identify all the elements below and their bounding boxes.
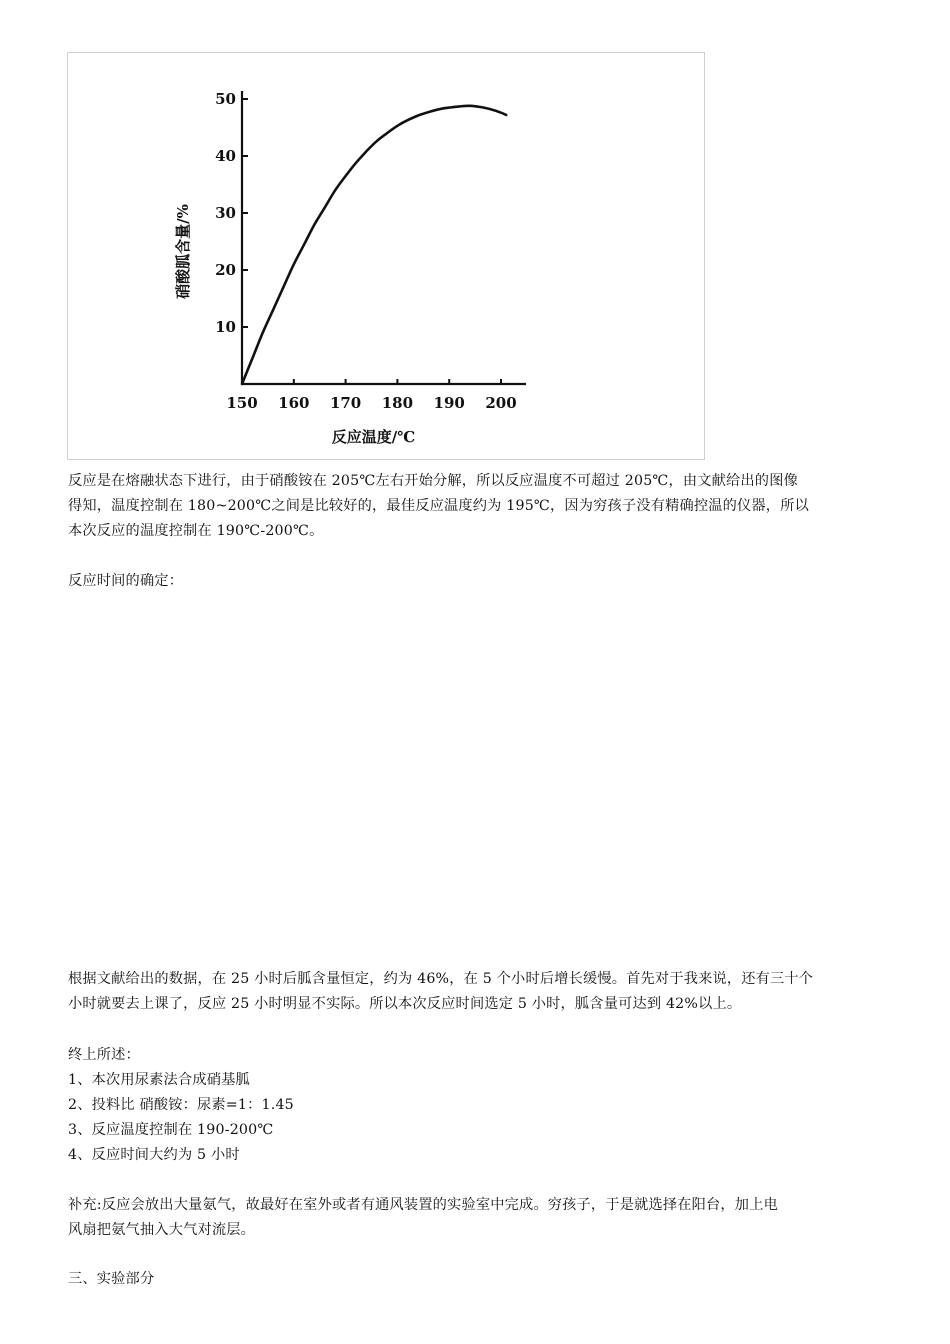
- summary-item: 4、反应时间大约为 5 小时: [68, 1147, 240, 1163]
- paragraph-supplement: [68, 1193, 908, 1243]
- figure-frame: [67, 52, 705, 460]
- paragraph-line: 反应是在熔融状态下进行，由于硝酸铵在 205℃左右开始分解，所以反应温度不可超过 205℃，由文献给出的图像: [68, 473, 798, 489]
- summary-title: 终上所述：: [68, 1047, 140, 1063]
- y-tick-label: 50: [215, 90, 236, 108]
- x-tick-label: 160: [278, 394, 310, 412]
- x-tick-label: 150: [226, 394, 258, 412]
- paragraph-line: 小时就要去上课了，反应 25 小时明显不实际。所以本次反应时间选定 5 小时，胍含量可达到 42%以上。: [68, 996, 742, 1012]
- summary-item: 2、投料比 硝酸铵：尿素=1：1.45: [68, 1097, 294, 1113]
- series-line: [242, 106, 506, 384]
- paragraph-line: 本次反应的温度控制在 190℃-200℃。: [68, 523, 324, 539]
- y-tick-label: 40: [215, 147, 236, 165]
- x-tick-label: 180: [381, 394, 414, 412]
- summary-item: 1、本次用尿素法合成硝基胍: [68, 1072, 250, 1088]
- paragraph-line: 补充:反应会放出大量氨气，故最好在室外或者有通风装置的实验室中完成。穷孩子，于是就选择在阳台，加上电: [68, 1197, 778, 1213]
- section-title: 三、实验部分: [68, 1271, 155, 1287]
- x-tick-label: 170: [329, 394, 362, 412]
- y-tick-label: 30: [215, 204, 236, 222]
- y-axis-title: 硝酸胍含量/%: [174, 204, 192, 299]
- x-tick-label: 190: [433, 394, 465, 412]
- paragraph-line: 风扇把氨气抽入大气对流层。: [68, 1222, 256, 1238]
- y-tick-label: 20: [215, 261, 236, 279]
- summary-block: [68, 1043, 908, 1168]
- paragraph-line: 得知，温度控制在 180~200℃之间是比较好的，最佳反应温度约为 195℃，因为穷孩子没有精确控温的仪器，所以: [68, 498, 809, 514]
- paragraph-line: 反应时间的确定：: [68, 573, 184, 589]
- paragraph-reaction-time-heading: [68, 569, 908, 594]
- x-tick-label: 200: [485, 394, 517, 412]
- paragraph-temperature: [68, 469, 908, 544]
- temperature-yield-chart: [68, 53, 704, 459]
- x-axis-title: 反应温度/℃: [331, 428, 416, 446]
- y-tick-label: 10: [215, 318, 236, 336]
- paragraph-reaction-time: [68, 967, 908, 1017]
- paragraph-line: 根据文献给出的数据，在 25 小时后胍含量恒定，约为 46%，在 5 个小时后增长缓慢。首先对于我来说，还有三十个: [68, 971, 814, 987]
- summary-item: 3、反应温度控制在 190-200℃: [68, 1122, 274, 1138]
- section-heading: [68, 1267, 908, 1292]
